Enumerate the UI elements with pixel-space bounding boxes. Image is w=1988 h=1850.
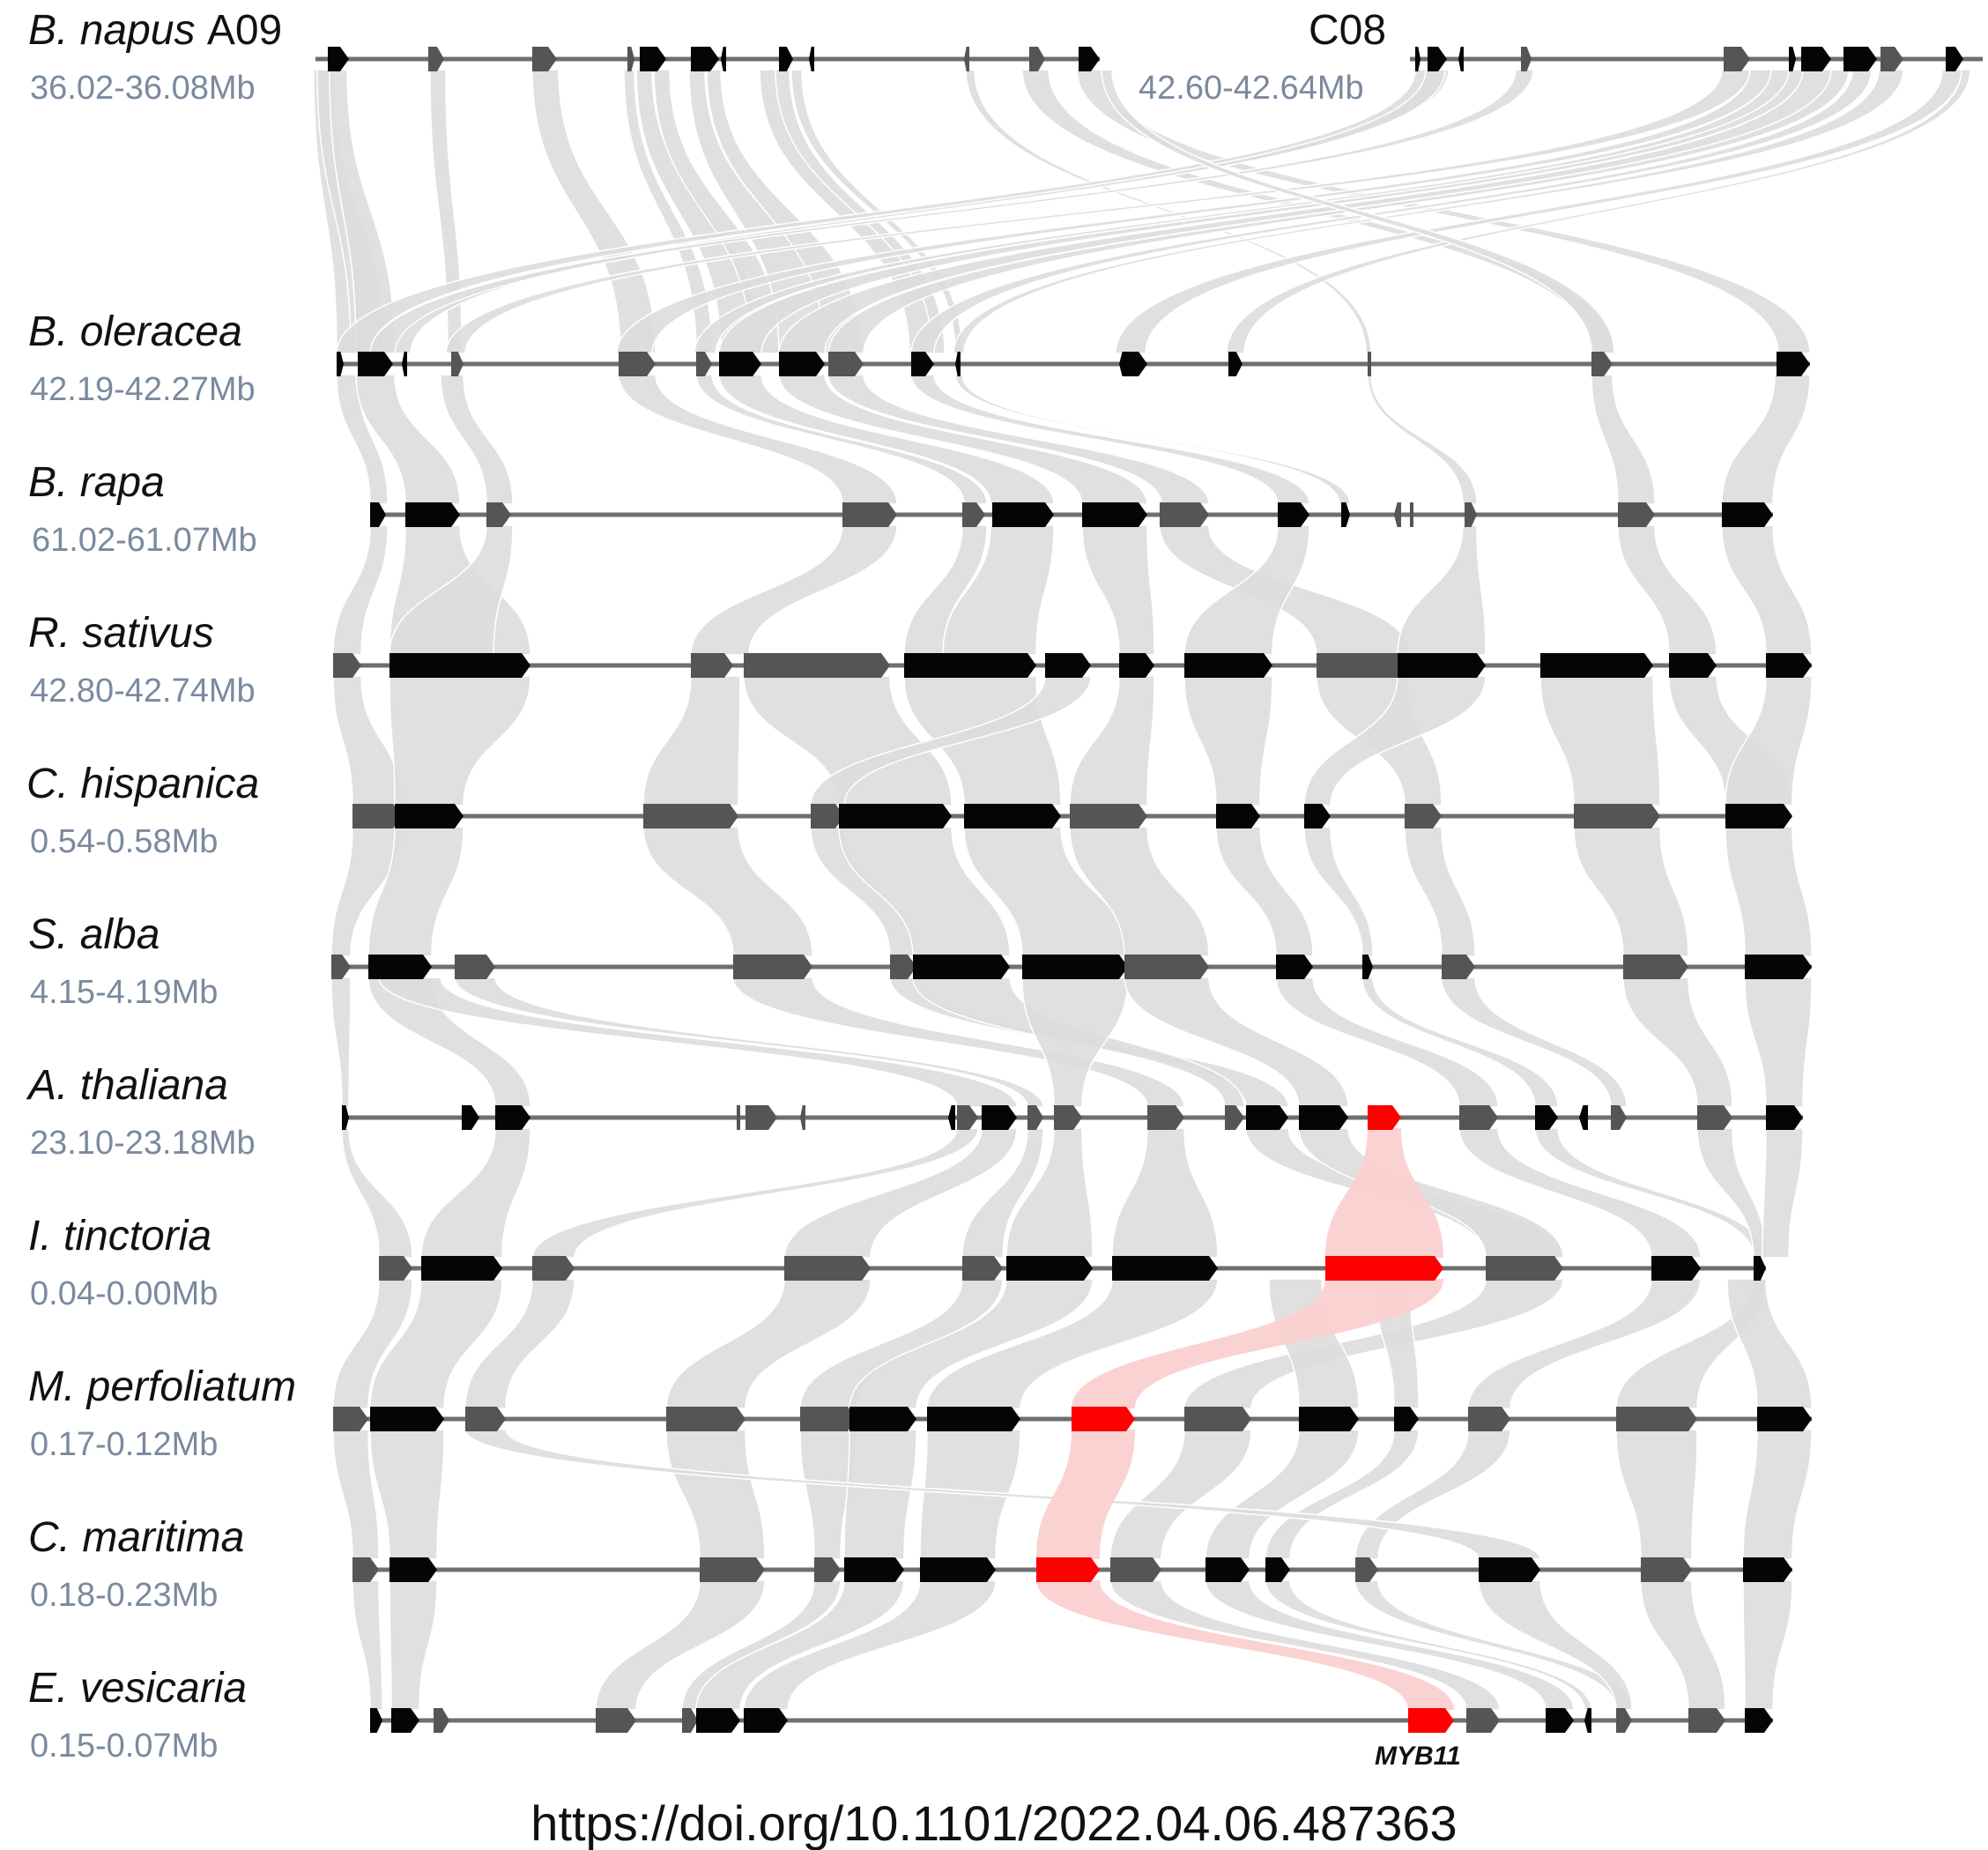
gene-block (691, 653, 733, 678)
gene-block (421, 1256, 502, 1281)
gene-block (1468, 1407, 1510, 1431)
synteny-ribbon (1368, 375, 1477, 504)
gene-block (352, 804, 402, 828)
gene-block (1459, 1105, 1498, 1130)
gene-block (1697, 1105, 1732, 1130)
gene-block (700, 1557, 765, 1582)
gene-block (948, 1105, 955, 1130)
track-range: 0.17-0.12Mb (30, 1426, 219, 1463)
gene-block (1442, 955, 1475, 979)
gene-block (1479, 1557, 1540, 1582)
gene-block (890, 955, 916, 979)
gene-block (1006, 1256, 1093, 1281)
gene-block (1669, 653, 1717, 678)
gene-block (733, 955, 812, 979)
gene-block (1184, 653, 1272, 678)
gene-block (331, 955, 351, 979)
gene-block (1265, 1557, 1290, 1582)
gene-block (333, 653, 361, 678)
gene-block (486, 502, 511, 527)
gene-block (1394, 502, 1401, 527)
gene-block (1766, 1105, 1803, 1130)
synteny-ribbon (1727, 1279, 1812, 1408)
gene-block (696, 352, 712, 376)
track-range: 0.18-0.23Mb (30, 1577, 219, 1614)
gene-block (1641, 1557, 1692, 1582)
gene-block (1029, 47, 1045, 71)
myb11-gene-block (1072, 1407, 1135, 1431)
synteny-ribbon (1618, 525, 1717, 655)
track-species-name: I. tinctoria (28, 1213, 212, 1259)
track-range: 23.10-23.18Mb (30, 1125, 256, 1162)
gene-block (1574, 804, 1660, 828)
gene-block (1754, 1256, 1766, 1281)
gene-block (333, 1407, 368, 1431)
gene-block (1110, 1557, 1161, 1582)
gene-block (721, 47, 726, 71)
gene-block (1184, 1407, 1251, 1431)
gene-block (814, 1557, 841, 1582)
gene-block (1745, 955, 1812, 979)
synteny-ribbon (1405, 827, 1475, 956)
gene-block (779, 47, 793, 71)
gene-block (1466, 1708, 1500, 1733)
synteny-ribbon (1616, 1430, 1697, 1559)
myb11-gene-label: MYB11 (1375, 1742, 1461, 1771)
gene-block (370, 1407, 444, 1431)
gene-block (389, 653, 530, 678)
synteny-ribbon (1722, 525, 1812, 655)
gene-block (1579, 1105, 1588, 1130)
gene-block (1616, 1407, 1697, 1431)
synteny-ribbon (1304, 827, 1373, 956)
track-species-name: R. sativus (28, 610, 214, 657)
gene-block (982, 1105, 1017, 1130)
gene-block (1225, 1105, 1244, 1130)
gene-block (719, 352, 761, 376)
gene-block (428, 47, 444, 71)
gene-block (434, 1708, 449, 1733)
gene-block (391, 1708, 419, 1733)
gene-block (744, 653, 890, 678)
gene-block (1724, 47, 1750, 71)
gene-block (1054, 1105, 1082, 1130)
gene-block (800, 1105, 805, 1130)
gene-block (962, 502, 985, 527)
track-species-name: B. napus A09 (28, 7, 283, 54)
gene-block (1278, 502, 1309, 527)
gene-block (1112, 1256, 1218, 1281)
track-range: 0.15-0.07Mb (30, 1727, 219, 1765)
gene-block (1304, 804, 1331, 828)
track-species-name: M. perfoliatum (28, 1363, 297, 1410)
synteny-ribbons (314, 70, 1970, 1710)
gene-block (1147, 1105, 1184, 1130)
gene-block (844, 1557, 904, 1582)
gene-block (955, 352, 961, 376)
gene-block (737, 1105, 740, 1130)
gene-block (784, 1256, 871, 1281)
track-species-name: A. thaliana (28, 1062, 228, 1109)
gene-block (911, 352, 934, 376)
gene-block (964, 804, 1061, 828)
gene-block (1216, 804, 1260, 828)
track-species-name: E. vesicaria (28, 1665, 248, 1712)
gene-block (957, 1105, 978, 1130)
track-species-name: B. rapa (28, 459, 165, 506)
gene-block (1317, 653, 1408, 678)
gene-block (849, 1407, 916, 1431)
gene-block (842, 502, 897, 527)
gene-block (1362, 955, 1373, 979)
gene-block (809, 47, 814, 71)
gene-block (1688, 1708, 1725, 1733)
gene-block (1584, 1708, 1591, 1733)
gene-block (1355, 1557, 1378, 1582)
synteny-ribbon (1743, 1580, 1792, 1710)
gene-block (370, 1708, 382, 1733)
gene-block (1124, 955, 1209, 979)
gene-block (395, 804, 464, 828)
gene-block (964, 47, 969, 71)
synteny-ribbon (421, 1128, 530, 1258)
gene-block (1082, 502, 1147, 527)
gene-block (462, 1105, 479, 1130)
gene-block (1415, 47, 1421, 71)
track-range: 0.04-0.00Mb (30, 1275, 219, 1312)
track-range: 0.54-0.58Mb (30, 823, 219, 860)
gene-block (643, 804, 738, 828)
gene-block (1801, 47, 1831, 71)
gene-block (379, 1256, 412, 1281)
gene-block (1725, 804, 1792, 828)
synteny-ribbon (1725, 827, 1812, 956)
gene-block (746, 1105, 777, 1130)
gene-block (1299, 1105, 1348, 1130)
gene-block (1486, 1256, 1563, 1281)
gene-block (1205, 1557, 1250, 1582)
track-range: 61.02-61.07Mb (32, 522, 257, 559)
gene-block (920, 1557, 996, 1582)
gene-block (1398, 653, 1486, 678)
gene-block (1743, 1557, 1792, 1582)
gene-block (1079, 47, 1100, 71)
synteny-ribbon (1112, 1128, 1218, 1258)
synteny-ribbon (1697, 1128, 1766, 1258)
gene-block (1410, 502, 1413, 527)
gene-block (352, 1557, 379, 1582)
gene-block (682, 1708, 698, 1733)
gene-block (904, 653, 1036, 678)
gene-block (1546, 1708, 1574, 1733)
gene-block (1946, 47, 1963, 71)
c08-segment-range: 42.60-42.64Mb (1139, 70, 1364, 107)
gene-block (1591, 352, 1613, 376)
gene-block (337, 352, 344, 376)
gene-block (1766, 653, 1812, 678)
track-species-name: B. oleracea (28, 308, 242, 355)
synteny-ribbon (333, 525, 388, 655)
synteny-ribbon (389, 1580, 437, 1710)
gene-block (800, 1407, 857, 1431)
synteny-ribbon (331, 977, 351, 1107)
track-range: 42.80-42.74Mb (30, 672, 256, 710)
synteny-ribbon (1216, 827, 1313, 956)
gene-block (1246, 1105, 1288, 1130)
gene-block (370, 502, 386, 527)
synteny-ribbon (352, 1580, 382, 1710)
synteny-ribbon (666, 1430, 765, 1559)
gene-block (495, 1105, 530, 1130)
track-species-name: S. alba (28, 911, 160, 958)
doi-caption: https://doi.org/10.1101/2022.04.06.487363 (530, 1795, 1458, 1850)
synteny-ribbon (342, 1128, 412, 1258)
gene-block (451, 352, 464, 376)
gene-block (342, 1105, 349, 1130)
gene-block (779, 352, 825, 376)
gene-block (1540, 653, 1653, 678)
gene-block (1276, 955, 1313, 979)
gene-block (1126, 352, 1147, 376)
synteny-ribbon (1745, 977, 1812, 1107)
gene-block (1465, 502, 1477, 527)
gene-block (1651, 1256, 1701, 1281)
synteny-ribbon (1574, 827, 1688, 956)
synteny-ribbon (1722, 375, 1810, 504)
gene-block (927, 1407, 1020, 1431)
myb11-gene-block (1325, 1256, 1443, 1281)
gene-block (1611, 1105, 1627, 1130)
gene-block (627, 47, 634, 71)
gene-block (1745, 1708, 1773, 1733)
track-species-name: C. hispanica (26, 761, 260, 807)
gene-block (1880, 47, 1903, 71)
track-species-name: C. maritima (28, 1514, 245, 1561)
gene-block (465, 1407, 506, 1431)
gene-block (1405, 804, 1442, 828)
gene-block (666, 1407, 746, 1431)
gene-block (405, 502, 460, 527)
synteny-ribbon (1398, 525, 1486, 655)
synteny-ribbon (844, 1430, 916, 1559)
gene-block (1843, 47, 1877, 71)
synteny-ribbon (1743, 1430, 1812, 1559)
gene-block (992, 502, 1054, 527)
synteny-ribbon (1623, 977, 1732, 1107)
gene-block (358, 352, 393, 376)
gene-block (828, 352, 864, 376)
gene-block (691, 47, 719, 71)
gene-block (1341, 502, 1350, 527)
gene-block (1022, 955, 1128, 979)
gene-block (1777, 352, 1810, 376)
gene-block (696, 1708, 740, 1733)
gene-block (1119, 653, 1154, 678)
gene-block (328, 47, 349, 71)
gene-block (1535, 1105, 1558, 1130)
gene-block (1045, 653, 1091, 678)
gene-block (1623, 955, 1688, 979)
gene-block (455, 955, 495, 979)
track-range: 4.15-4.19Mb (30, 974, 219, 1011)
c08-segment-label: C08 (1309, 7, 1387, 54)
synteny-ribbon (389, 676, 530, 806)
gene-block (640, 47, 666, 71)
gene-block (1119, 352, 1126, 376)
synteny-ribbon (1641, 1580, 1725, 1710)
gene-block (913, 955, 1010, 979)
gene-block (839, 804, 952, 828)
synteny-ribbon (1184, 676, 1272, 806)
gene-block (1299, 1407, 1359, 1431)
gene-block (596, 1708, 636, 1733)
synteny-ribbon (370, 1430, 444, 1559)
gene-block (1027, 1105, 1043, 1130)
myb11-gene-block (1408, 1708, 1454, 1733)
gene-block (1228, 352, 1242, 376)
synteny-ribbon (643, 827, 812, 956)
track-range: 36.02-36.08Mb (30, 70, 256, 107)
gene-block (1458, 47, 1464, 71)
track-range: 42.19-42.27Mb (30, 371, 256, 408)
gene-block (1618, 502, 1655, 527)
gene-block (1521, 47, 1532, 71)
gene-block (1160, 502, 1209, 527)
gene-block (1757, 1407, 1812, 1431)
gene-block (1789, 47, 1796, 71)
gene-block (368, 955, 432, 979)
gene-block (1616, 1708, 1632, 1733)
gene-block (1722, 502, 1773, 527)
gene-block (389, 1557, 437, 1582)
gene-block (962, 1256, 1003, 1281)
synteny-ribbon (643, 676, 740, 806)
gene-block (1394, 1407, 1419, 1431)
gene-block (532, 47, 557, 71)
synteny-ribbon (1540, 676, 1660, 806)
gene-block (532, 1256, 575, 1281)
gene-block (1368, 352, 1371, 376)
gene-block (402, 352, 407, 376)
myb11-gene-block (1368, 1105, 1401, 1130)
synteny-ribbon (1591, 375, 1655, 504)
gene-block (1428, 47, 1447, 71)
gene-block (744, 1708, 788, 1733)
gene-block (619, 352, 656, 376)
synteny-ribbon (1082, 525, 1154, 655)
synteny-ribbon (1762, 1128, 1803, 1258)
gene-block (1070, 804, 1147, 828)
synteny-ribbon (691, 525, 897, 655)
myb11-gene-block (1036, 1557, 1100, 1582)
